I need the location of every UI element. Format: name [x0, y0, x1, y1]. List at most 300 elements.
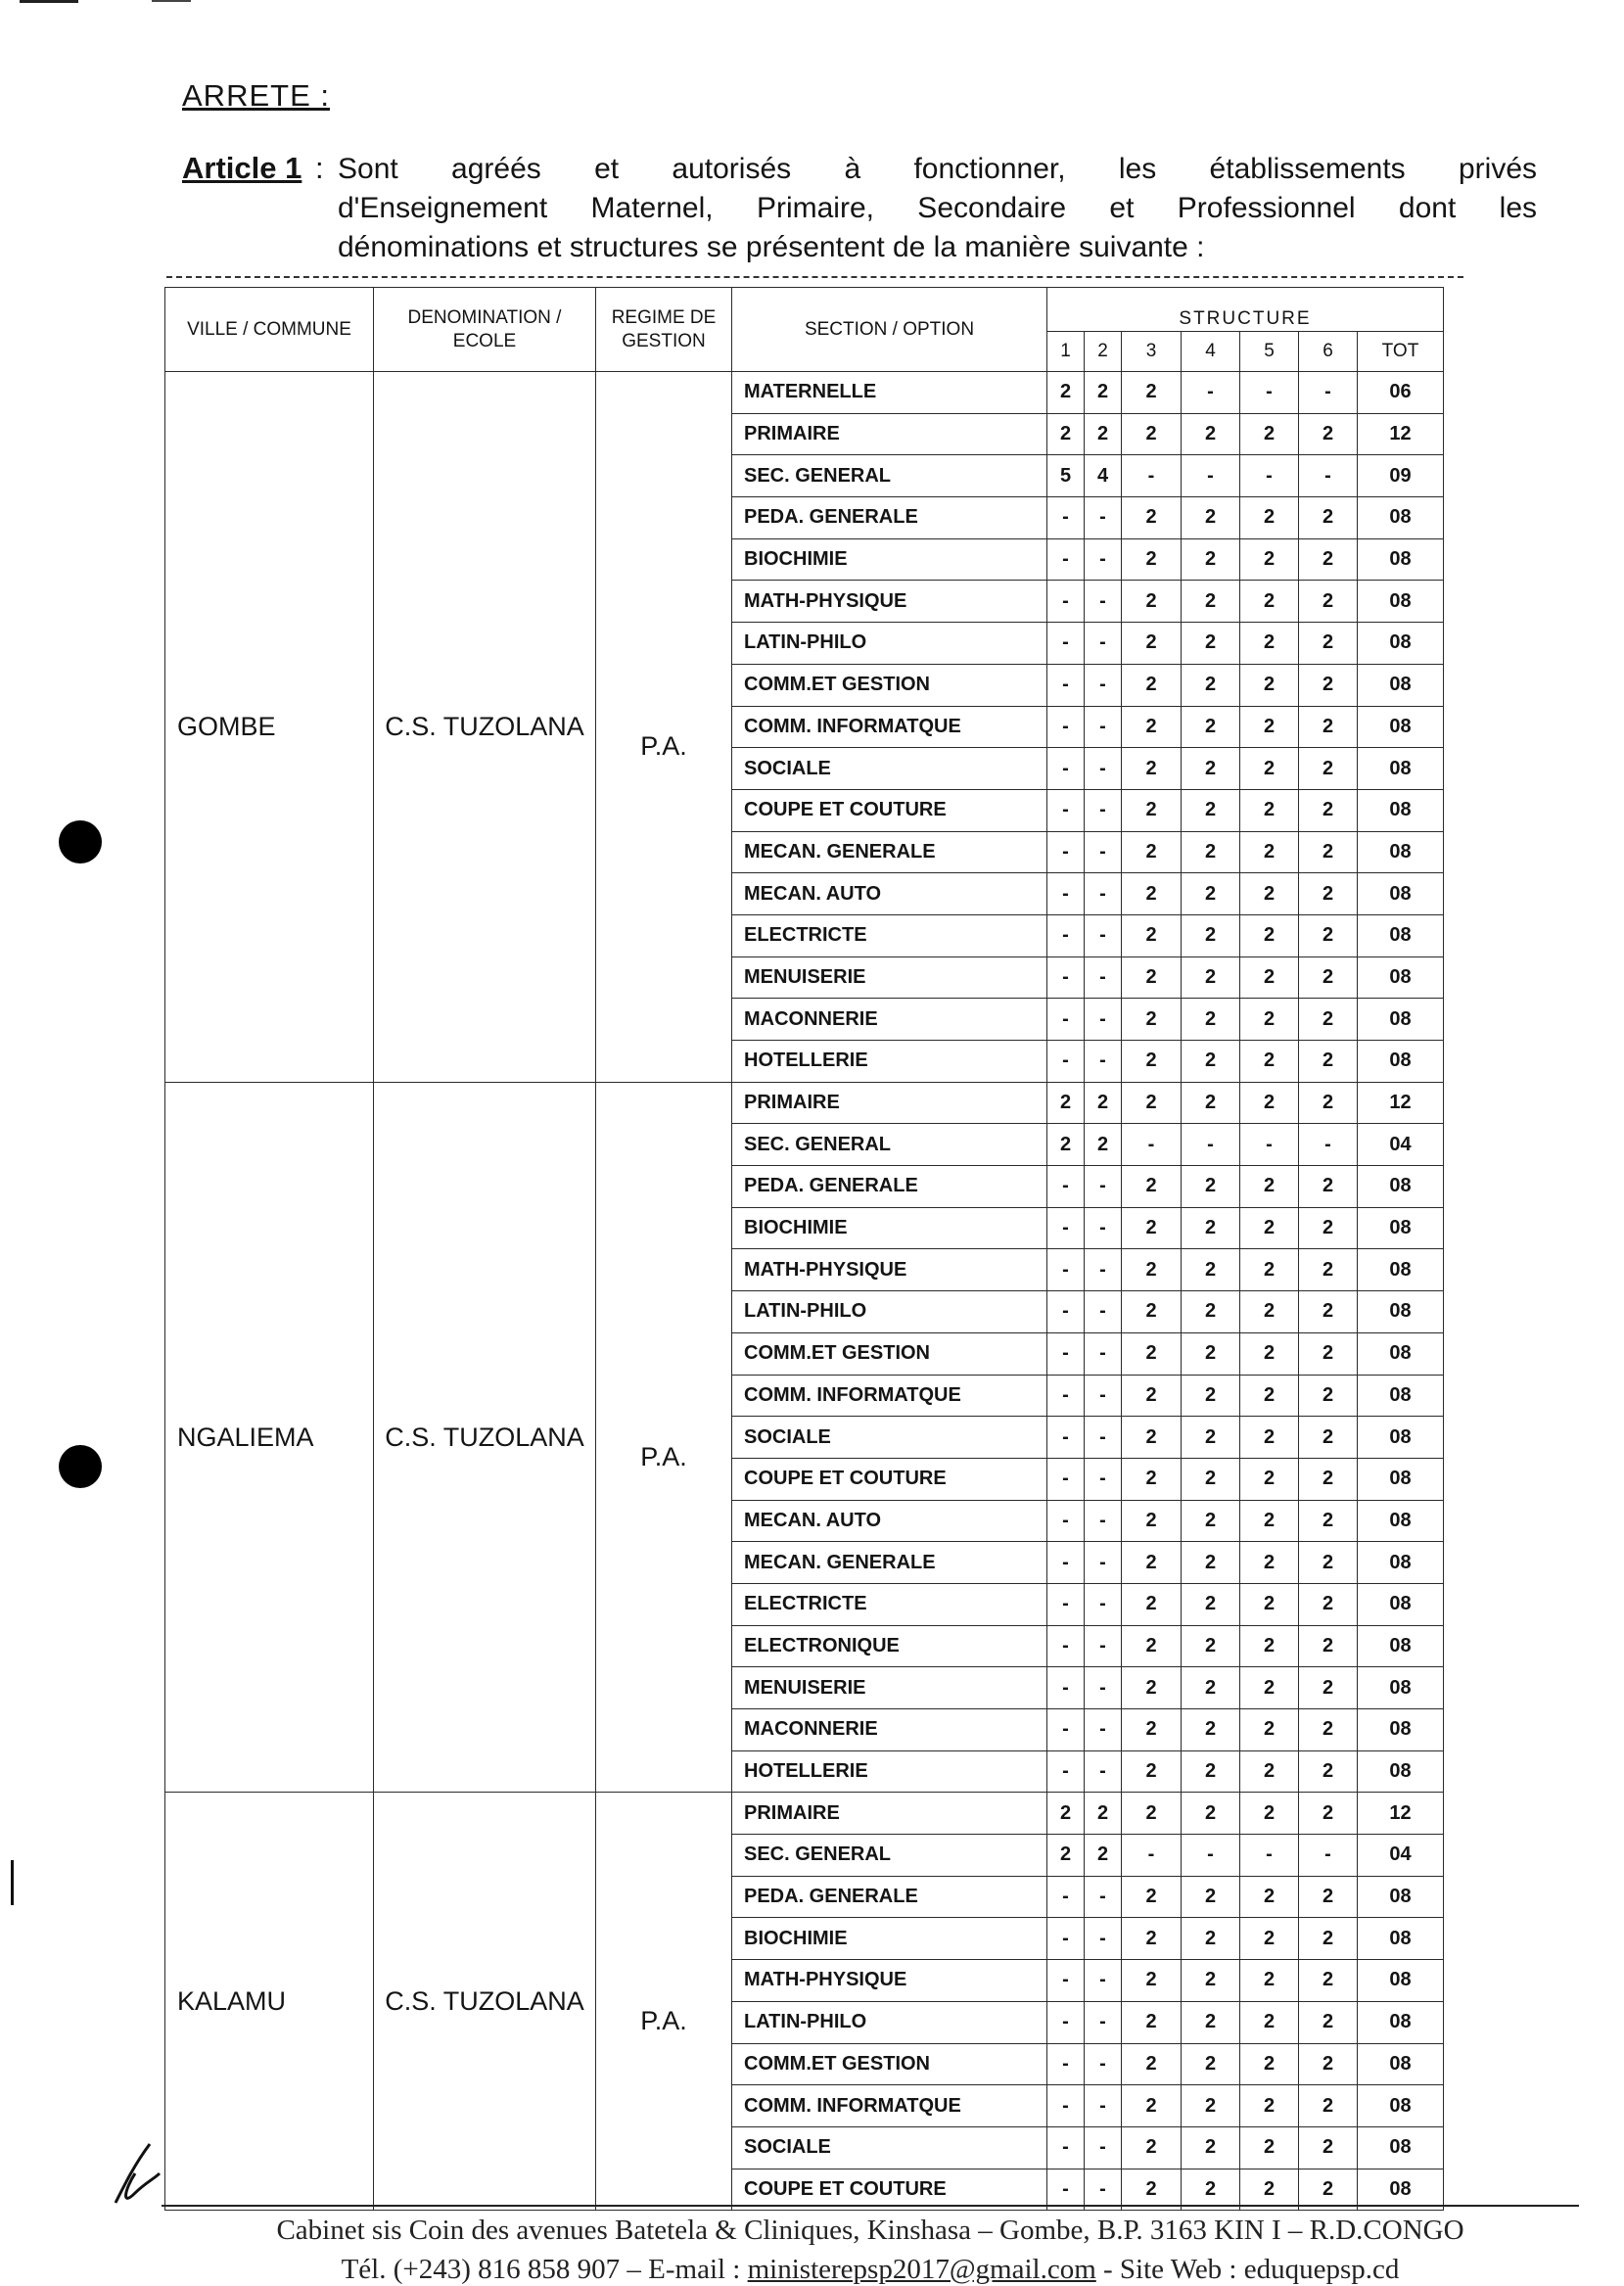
option-cell: SOCIALE [732, 1417, 1047, 1459]
total-cell: 08 [1358, 748, 1444, 790]
year-value-cell: 2 [1240, 2043, 1299, 2085]
option-cell: PEDA. GENERALE [732, 497, 1047, 539]
year-value-cell: - [1047, 956, 1085, 999]
year-value-cell: 2 [1182, 538, 1240, 581]
total-cell: 09 [1358, 455, 1444, 497]
year-value-cell: 2 [1122, 748, 1182, 790]
year-value-cell: 2 [1240, 1542, 1299, 1584]
year-value-cell: - [1047, 1960, 1085, 2002]
year-value-cell: 2 [1299, 623, 1358, 665]
option-cell: MENUISERIE [732, 956, 1047, 999]
year-value-cell: 2 [1182, 956, 1240, 999]
year-value-cell: - [1085, 1332, 1122, 1375]
year-value-cell: 2 [1240, 748, 1299, 790]
year-value-cell: 2 [1122, 1918, 1182, 1960]
year-value-cell: 2 [1122, 1249, 1182, 1291]
year-value-cell: 2 [1299, 581, 1358, 623]
header-school: DENOMINATION / ECOLE [374, 288, 596, 372]
total-cell: 08 [1358, 1291, 1444, 1333]
total-cell: 08 [1358, 1542, 1444, 1584]
year-value-cell: - [1085, 2043, 1122, 2085]
year-value-cell: - [1240, 1124, 1299, 1166]
option-cell: MENUISERIE [732, 1667, 1047, 1709]
year-value-cell: - [1047, 1207, 1085, 1249]
year-value-cell: 2 [1299, 1667, 1358, 1709]
year-value-cell: - [1085, 1291, 1122, 1333]
article-text-line: dénominations et structures se présentent de la manière suivante : [338, 231, 1205, 263]
year-value-cell: - [1085, 664, 1122, 706]
article-colon: : [315, 151, 324, 185]
year-value-cell: 2 [1182, 1207, 1240, 1249]
year-value-cell: 2 [1122, 1876, 1182, 1918]
total-cell: 08 [1358, 2001, 1444, 2043]
year-value-cell: 2 [1240, 1960, 1299, 2002]
total-cell: 08 [1358, 914, 1444, 956]
year-value-cell: 2 [1122, 1793, 1182, 1835]
year-value-cell: 2 [1240, 956, 1299, 999]
year-value-cell: - [1047, 748, 1085, 790]
year-value-cell: 2 [1122, 664, 1182, 706]
year-value-cell: 2 [1122, 623, 1182, 665]
year-value-cell: 2 [1182, 497, 1240, 539]
year-value-cell: - [1047, 1542, 1085, 1584]
year-value-cell: - [1047, 1583, 1085, 1625]
footer-email-link[interactable]: ministerepsp2017@gmail.com [747, 2254, 1096, 2285]
year-value-cell: 2 [1122, 581, 1182, 623]
year-value-cell: 2 [1299, 1249, 1358, 1291]
year-value-cell: 2 [1299, 413, 1358, 455]
year-value-cell: - [1182, 1124, 1240, 1166]
year-value-cell: 2 [1047, 413, 1085, 455]
total-cell: 08 [1358, 1667, 1444, 1709]
year-value-cell: 2 [1122, 1750, 1182, 1793]
year-value-cell: 2 [1299, 873, 1358, 915]
total-cell: 08 [1358, 1750, 1444, 1793]
year-value-cell: - [1299, 372, 1358, 414]
year-value-cell: 2 [1182, 1375, 1240, 1417]
total-cell: 08 [1358, 1375, 1444, 1417]
year-value-cell: 2 [1182, 914, 1240, 956]
footer-phone: Tél. (+243) 816 858 907 – E-mail : [341, 2254, 748, 2285]
year-value-cell: 2 [1240, 706, 1299, 748]
regime-cell: P.A. [596, 372, 732, 1083]
year-value-cell: 2 [1240, 538, 1299, 581]
total-cell: 08 [1358, 956, 1444, 999]
year-value-cell: - [1085, 1709, 1122, 1751]
year-value-cell: - [1047, 1625, 1085, 1667]
option-cell: PEDA. GENERALE [732, 1876, 1047, 1918]
year-value-cell: 2 [1122, 538, 1182, 581]
scan-mark [20, 0, 78, 3]
year-value-cell: 2 [1299, 748, 1358, 790]
year-value-cell: 2 [1240, 1249, 1299, 1291]
year-value-cell: 2 [1122, 2126, 1182, 2169]
option-cell: COMM.ET GESTION [732, 664, 1047, 706]
year-value-cell: 2 [1299, 1166, 1358, 1208]
option-cell: HOTELLERIE [732, 1041, 1047, 1083]
year-value-cell: 2 [1182, 1750, 1240, 1793]
year-value-cell: - [1047, 1667, 1085, 1709]
option-cell: MECAN. AUTO [732, 1500, 1047, 1542]
year-value-cell: 2 [1240, 1709, 1299, 1751]
year-value-cell: 2 [1182, 999, 1240, 1041]
year-value-cell: - [1085, 956, 1122, 999]
year-value-cell: 2 [1299, 1417, 1358, 1459]
year-value-cell: 2 [1122, 1291, 1182, 1333]
year-value-cell: 2 [1299, 1500, 1358, 1542]
year-value-cell: 2 [1182, 2001, 1240, 2043]
year-value-cell: - [1085, 789, 1122, 831]
table-row [165, 372, 1444, 414]
year-value-cell: 2 [1240, 1750, 1299, 1793]
total-cell: 08 [1358, 789, 1444, 831]
year-value-cell: 2 [1182, 1041, 1240, 1083]
year-value-cell: 2 [1240, 789, 1299, 831]
year-value-cell: 4 [1085, 455, 1122, 497]
year-value-cell: 2 [1299, 999, 1358, 1041]
footer-contact [162, 2254, 1579, 2286]
option-cell: MATH-PHYSIQUE [732, 1960, 1047, 2002]
punch-hole [59, 1445, 102, 1488]
year-value-cell: 2 [1240, 1667, 1299, 1709]
year-value-cell: 2 [1182, 789, 1240, 831]
total-cell: 12 [1358, 1793, 1444, 1835]
year-value-cell: 2 [1299, 2085, 1358, 2127]
total-cell: 04 [1358, 1124, 1444, 1166]
year-value-cell: 2 [1122, 1332, 1182, 1375]
year-value-cell: 2 [1299, 2169, 1358, 2211]
year-value-cell: - [1085, 497, 1122, 539]
year-value-cell: 2 [1240, 1207, 1299, 1249]
year-value-cell: 2 [1240, 873, 1299, 915]
year-value-cell: 2 [1299, 664, 1358, 706]
year-value-cell: 2 [1122, 873, 1182, 915]
year-value-cell: - [1085, 1417, 1122, 1459]
year-value-cell: 2 [1240, 1583, 1299, 1625]
year-value-cell: - [1085, 748, 1122, 790]
option-cell: COMM. INFORMATQUE [732, 2085, 1047, 2127]
year-value-cell: 2 [1182, 2126, 1240, 2169]
year-value-cell: - [1085, 1375, 1122, 1417]
year-value-cell: 2 [1122, 2169, 1182, 2211]
year-value-cell: - [1240, 1835, 1299, 1877]
option-cell: MATH-PHYSIQUE [732, 581, 1047, 623]
year-value-cell: 2 [1299, 1750, 1358, 1793]
year-value-cell: - [1182, 455, 1240, 497]
year-value-cell: 2 [1240, 1291, 1299, 1333]
total-cell: 08 [1358, 1332, 1444, 1375]
year-value-cell: - [1122, 1835, 1182, 1877]
option-cell: SEC. GENERAL [732, 1124, 1047, 1166]
school-cell: C.S. TUZOLANA [374, 1082, 596, 1793]
dashed-separator [166, 276, 1463, 278]
year-value-cell: 2 [1299, 1332, 1358, 1375]
year-value-cell: - [1047, 623, 1085, 665]
total-cell: 08 [1358, 1625, 1444, 1667]
year-value-cell: - [1299, 1124, 1358, 1166]
year-value-cell: - [1085, 1876, 1122, 1918]
option-cell: SEC. GENERAL [732, 1835, 1047, 1877]
option-cell: COUPE ET COUTURE [732, 1458, 1047, 1500]
year-value-cell: - [1047, 1332, 1085, 1375]
option-cell: ELECTRICTE [732, 914, 1047, 956]
year-value-cell: - [1085, 1750, 1122, 1793]
header-section: SECTION / OPTION [732, 288, 1047, 372]
option-cell: MATERNELLE [732, 372, 1047, 414]
year-value-cell: 2 [1240, 914, 1299, 956]
regime-cell: P.A. [596, 1082, 732, 1793]
article-label: Article 1 [182, 151, 302, 185]
year-value-cell: 2 [1122, 999, 1182, 1041]
year-value-cell: 2 [1299, 956, 1358, 999]
header-structure: STRUCTURE [1047, 288, 1444, 332]
year-value-cell: 2 [1299, 914, 1358, 956]
option-cell: MATH-PHYSIQUE [732, 1249, 1047, 1291]
year-value-cell: - [1085, 1458, 1122, 1500]
total-cell: 08 [1358, 1960, 1444, 2002]
year-value-cell: 2 [1240, 1166, 1299, 1208]
year-value-cell: 2 [1122, 1667, 1182, 1709]
option-cell: SOCIALE [732, 748, 1047, 790]
year-value-cell: 2 [1047, 1082, 1085, 1124]
year-value-cell: 2 [1240, 831, 1299, 873]
year-value-cell: - [1047, 914, 1085, 956]
year-value-cell: - [1085, 2085, 1122, 2127]
year-value-cell: - [1047, 999, 1085, 1041]
year-value-cell: 2 [1240, 664, 1299, 706]
footer-address: Cabinet sis Coin des avenues Batetela & Cliniques, Kinshasa – Gombe, B.P. 3163 KIN I – R.D.CONGO [276, 2215, 1464, 2246]
option-cell: PRIMAIRE [732, 1082, 1047, 1124]
total-cell: 08 [1358, 1583, 1444, 1625]
year-value-cell: 2 [1182, 1542, 1240, 1584]
year-value-cell: 2 [1182, 1876, 1240, 1918]
year-value-cell: 2 [1122, 831, 1182, 873]
year-value-cell: 2 [1122, 1709, 1182, 1751]
year-value-cell: 2 [1299, 1960, 1358, 2002]
year-value-cell: - [1047, 1166, 1085, 1208]
year-value-cell: 2 [1299, 2043, 1358, 2085]
option-cell: BIOCHIMIE [732, 1207, 1047, 1249]
year-value-cell: 2 [1182, 1583, 1240, 1625]
year-value-cell: - [1085, 2126, 1122, 2169]
year-value-cell: - [1047, 2126, 1085, 2169]
year-value-cell: 2 [1299, 1291, 1358, 1333]
total-cell: 08 [1358, 873, 1444, 915]
year-value-cell: - [1085, 1625, 1122, 1667]
year-value-cell: 2 [1299, 1458, 1358, 1500]
year-value-cell: 2 [1182, 664, 1240, 706]
year-value-cell: - [1047, 789, 1085, 831]
header-year: 3 [1122, 332, 1182, 372]
year-value-cell: - [1085, 2169, 1122, 2211]
year-value-cell: - [1085, 1041, 1122, 1083]
option-cell: LATIN-PHILO [732, 623, 1047, 665]
year-value-cell: 2 [1182, 1918, 1240, 1960]
year-value-cell: - [1085, 914, 1122, 956]
option-cell: MACONNERIE [732, 999, 1047, 1041]
header-total: TOT [1358, 332, 1444, 372]
total-cell: 08 [1358, 2043, 1444, 2085]
year-value-cell: - [1047, 538, 1085, 581]
city-cell: GOMBE [165, 372, 374, 1083]
option-cell: COUPE ET COUTURE [732, 2169, 1047, 2211]
year-value-cell: 2 [1122, 413, 1182, 455]
year-value-cell: - [1240, 455, 1299, 497]
year-value-cell: 2 [1047, 372, 1085, 414]
year-value-cell: 2 [1122, 2043, 1182, 2085]
option-cell: SOCIALE [732, 2126, 1047, 2169]
year-value-cell: 2 [1182, 831, 1240, 873]
total-cell: 08 [1358, 581, 1444, 623]
year-value-cell: 2 [1299, 1876, 1358, 1918]
total-cell: 08 [1358, 497, 1444, 539]
year-value-cell: 2 [1122, 956, 1182, 999]
year-value-cell: - [1085, 1249, 1122, 1291]
option-cell: MECAN. AUTO [732, 873, 1047, 915]
header-city: VILLE / COMMUNE [165, 288, 374, 372]
year-value-cell: - [1047, 2043, 1085, 2085]
year-value-cell: 2 [1047, 1835, 1085, 1877]
table-row [165, 1793, 1444, 1835]
footer-website: - Site Web : eduquepsp.cd [1095, 2254, 1400, 2285]
option-cell: PRIMAIRE [732, 413, 1047, 455]
option-cell: COUPE ET COUTURE [732, 789, 1047, 831]
year-value-cell: 2 [1182, 2085, 1240, 2127]
year-value-cell: - [1047, 1876, 1085, 1918]
total-cell: 08 [1358, 1207, 1444, 1249]
option-cell: HOTELLERIE [732, 1750, 1047, 1793]
total-cell: 06 [1358, 372, 1444, 414]
page-title: ARRETE : [182, 78, 330, 113]
year-value-cell: 2 [1299, 831, 1358, 873]
year-value-cell: 2 [1240, 999, 1299, 1041]
year-value-cell: 2 [1182, 1667, 1240, 1709]
year-value-cell: 2 [1122, 1583, 1182, 1625]
year-value-cell: 2 [1299, 2001, 1358, 2043]
year-value-cell: - [1085, 1166, 1122, 1208]
option-cell: COMM. INFORMATQUE [732, 706, 1047, 748]
year-value-cell: - [1122, 1124, 1182, 1166]
year-value-cell: 2 [1240, 1793, 1299, 1835]
year-value-cell: 2 [1085, 372, 1122, 414]
total-cell: 12 [1358, 1082, 1444, 1124]
year-value-cell: 2 [1240, 413, 1299, 455]
year-value-cell: 2 [1122, 2001, 1182, 2043]
year-value-cell: - [1085, 2001, 1122, 2043]
year-value-cell: 2 [1182, 1332, 1240, 1375]
year-value-cell: 2 [1240, 623, 1299, 665]
year-value-cell: 2 [1299, 1583, 1358, 1625]
total-cell: 08 [1358, 1500, 1444, 1542]
option-cell: COMM.ET GESTION [732, 2043, 1047, 2085]
year-value-cell: 2 [1299, 1207, 1358, 1249]
year-value-cell: 2 [1122, 1625, 1182, 1667]
year-value-cell: - [1047, 2169, 1085, 2211]
year-value-cell: - [1047, 497, 1085, 539]
year-value-cell: 2 [1299, 1709, 1358, 1751]
header-regime: REGIME DE GESTION [596, 288, 732, 372]
article-text-line: d'Enseignement Maternel, Primaire, Secondaire et Professionnel dont les [338, 192, 1537, 224]
year-value-cell: 2 [1299, 1542, 1358, 1584]
year-value-cell: 2 [1182, 1793, 1240, 1835]
year-value-cell: 2 [1240, 497, 1299, 539]
year-value-cell: 2 [1240, 1375, 1299, 1417]
total-cell: 08 [1358, 831, 1444, 873]
year-value-cell: 2 [1122, 497, 1182, 539]
option-cell: MECAN. GENERALE [732, 831, 1047, 873]
year-value-cell: 2 [1299, 1918, 1358, 1960]
year-value-cell: 2 [1122, 1458, 1182, 1500]
year-value-cell: - [1047, 1249, 1085, 1291]
year-value-cell: 2 [1240, 1876, 1299, 1918]
year-value-cell: 2 [1122, 1082, 1182, 1124]
year-value-cell: - [1047, 2001, 1085, 2043]
year-value-cell: 2 [1047, 1793, 1085, 1835]
total-cell: 08 [1358, 999, 1444, 1041]
year-value-cell: 2 [1240, 1332, 1299, 1375]
total-cell: 08 [1358, 2169, 1444, 2211]
option-cell: BIOCHIMIE [732, 538, 1047, 581]
footer-rule [162, 2205, 1579, 2207]
year-value-cell: 2 [1240, 581, 1299, 623]
header-year: 1 [1047, 332, 1085, 372]
year-value-cell: 2 [1240, 2169, 1299, 2211]
total-cell: 08 [1358, 623, 1444, 665]
punch-hole [59, 820, 102, 863]
year-value-cell: - [1182, 372, 1240, 414]
year-value-cell: 2 [1299, 538, 1358, 581]
option-cell: MACONNERIE [732, 1709, 1047, 1751]
year-value-cell: - [1085, 999, 1122, 1041]
year-value-cell: 2 [1299, 1082, 1358, 1124]
year-value-cell: 2 [1299, 1041, 1358, 1083]
year-value-cell: 2 [1122, 706, 1182, 748]
year-value-cell: - [1085, 1542, 1122, 1584]
year-value-cell: - [1085, 873, 1122, 915]
year-value-cell: - [1047, 1375, 1085, 1417]
year-value-cell: 2 [1182, 623, 1240, 665]
year-value-cell: - [1085, 831, 1122, 873]
year-value-cell: 2 [1240, 2085, 1299, 2127]
year-value-cell: 2 [1299, 706, 1358, 748]
table-body [165, 372, 1444, 2211]
year-value-cell: 2 [1122, 914, 1182, 956]
margin-mark [11, 1860, 14, 1905]
year-value-cell: 2 [1182, 2043, 1240, 2085]
year-value-cell: - [1047, 831, 1085, 873]
total-cell: 08 [1358, 2126, 1444, 2169]
total-cell: 08 [1358, 538, 1444, 581]
year-value-cell: 2 [1122, 1375, 1182, 1417]
year-value-cell: 2 [1122, 1542, 1182, 1584]
year-value-cell: 2 [1182, 1625, 1240, 1667]
total-cell: 08 [1358, 1709, 1444, 1751]
year-value-cell: 2 [1299, 497, 1358, 539]
city-cell: NGALIEMA [165, 1082, 374, 1793]
year-value-cell: 2 [1047, 1124, 1085, 1166]
year-value-cell: 2 [1085, 1124, 1122, 1166]
year-value-cell: - [1047, 1918, 1085, 1960]
year-value-cell: 2 [1240, 1918, 1299, 1960]
year-value-cell: - [1085, 706, 1122, 748]
year-value-cell: - [1047, 1458, 1085, 1500]
year-value-cell: 2 [1182, 1417, 1240, 1459]
year-value-cell: 2 [1240, 2126, 1299, 2169]
year-value-cell: 2 [1299, 1375, 1358, 1417]
year-value-cell: 2 [1182, 748, 1240, 790]
year-value-cell: - [1085, 538, 1122, 581]
year-value-cell: - [1047, 2085, 1085, 2127]
